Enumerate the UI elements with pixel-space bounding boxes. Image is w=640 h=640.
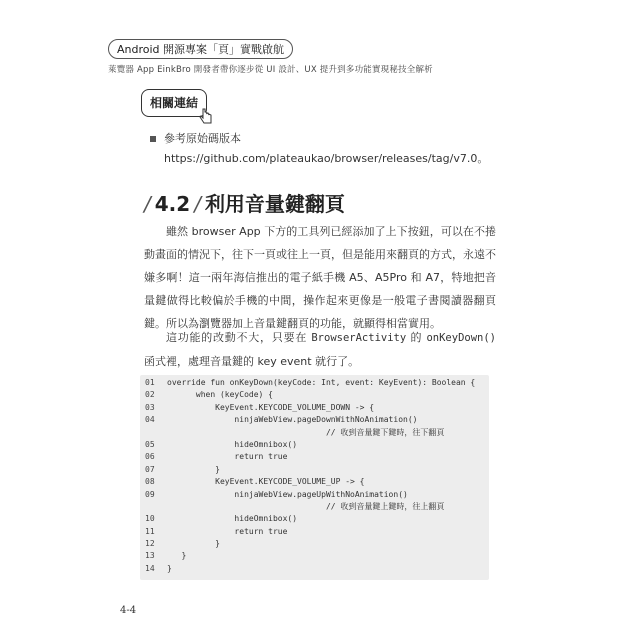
code-line (140, 439, 489, 451)
code-line (140, 402, 489, 414)
code-line (140, 389, 489, 401)
section-heading (140, 188, 345, 217)
code-text: } (167, 464, 220, 474)
reference-bullet (150, 130, 241, 146)
line-number: 07 (145, 464, 155, 474)
code-text: } (167, 539, 220, 549)
code-text: hideOmnibox() (167, 514, 298, 524)
code-line (140, 451, 489, 463)
code-text: // 收到音量鍵上鍵時，往上翻頁 (167, 501, 445, 511)
code-line (140, 550, 489, 562)
code-text: when (keyCode) { (167, 390, 273, 400)
section-title: 利用音量鍵翻頁 (204, 192, 345, 216)
line-number: 05 (145, 439, 155, 449)
bullet-square-icon (150, 136, 156, 142)
line-number: 06 (145, 452, 155, 462)
line-number: 01 (145, 378, 155, 387)
page-number: 4-4 (120, 605, 137, 616)
body-paragraph (144, 326, 496, 373)
inline-code: onKeyDown() (426, 332, 497, 344)
code-line (140, 501, 489, 513)
code-text: } (167, 563, 172, 573)
line-number: 03 (145, 402, 155, 412)
code-text: KeyEvent.KEYCODE_VOLUME_DOWN -> { (167, 402, 375, 412)
line-number: 13 (145, 551, 155, 561)
text-run: 這功能的改動不大，只要在 (166, 331, 312, 344)
line-number: 09 (145, 489, 155, 499)
slash-decoration: / (194, 192, 201, 216)
section-number: 4.2 (154, 192, 191, 216)
code-line (140, 538, 489, 550)
code-text: return true (167, 526, 288, 536)
code-line (140, 563, 489, 575)
body-paragraph: 雖然 browser App 下方的工具列已經添加了上下按鈕，可以在不捲動畫面的情況下，往下一頁或往上一頁，但是能用來翻頁的方式，永遠不嫌多啊！這一兩年海信推出的電子紙手機 A5、A5Pro 和 A7，特地把音量鍵做得比較偏於手機的中間，操作起來更像是一般電子書閱讀器翻頁鍵。所以為瀏覽器加上音量鍵翻頁的功能，就顯得相當實用。 (144, 225, 496, 330)
pointer-hand-icon (199, 108, 213, 124)
line-number: 11 (145, 526, 155, 536)
code-line (140, 414, 489, 426)
line-number: 10 (145, 514, 155, 524)
reference-label: 參考原始碼版本 (164, 132, 241, 145)
code-listing (140, 375, 489, 580)
line-number: 04 (145, 415, 155, 425)
running-header (108, 38, 578, 75)
related-links-label: 相關連結 (141, 89, 207, 117)
code-text: hideOmnibox() (167, 439, 298, 449)
code-text: } (167, 551, 187, 561)
book-subtitle: 萊覽器 App EinkBro 開發者帶你逐步從 UI 設計、UX 提升到多功能實現秘技全解析 (108, 65, 433, 75)
code-text: // 收到音量鍵下鍵時，往下翻頁 (167, 427, 445, 437)
source-url[interactable]: https://github.com/plateaukao/browser/releases/tag/v7.0。 (164, 152, 489, 165)
code-line (140, 526, 489, 538)
code-text: ninjaWebView.pageUpWithNoAnimation() (167, 489, 408, 499)
slash-decoration: / (144, 192, 151, 216)
inline-code: BrowserActivity (311, 332, 407, 344)
code-text: override fun onKeyDown(keyCode: Int, event: KeyEvent): Boolean { (167, 378, 476, 387)
line-number: 14 (145, 563, 155, 573)
code-line (140, 513, 489, 525)
code-line (140, 427, 489, 439)
code-text: ninjaWebView.pageDownWithNoAnimation() (167, 415, 418, 425)
line-number: 12 (145, 539, 155, 549)
line-number: 08 (145, 477, 155, 487)
code-line (140, 489, 489, 501)
book-title: Android 開源專案「頁」實戰啟航 (108, 39, 293, 59)
text-run: 函式裡，處理音量鍵的 key event 就行了。 (144, 355, 360, 368)
code-text: KeyEvent.KEYCODE_VOLUME_UP -> { (167, 477, 365, 487)
code-line (140, 476, 489, 488)
code-line (140, 464, 489, 476)
line-number: 02 (145, 390, 155, 400)
text-run: 的 (406, 331, 427, 344)
code-text: return true (167, 452, 288, 462)
code-line (140, 377, 489, 389)
